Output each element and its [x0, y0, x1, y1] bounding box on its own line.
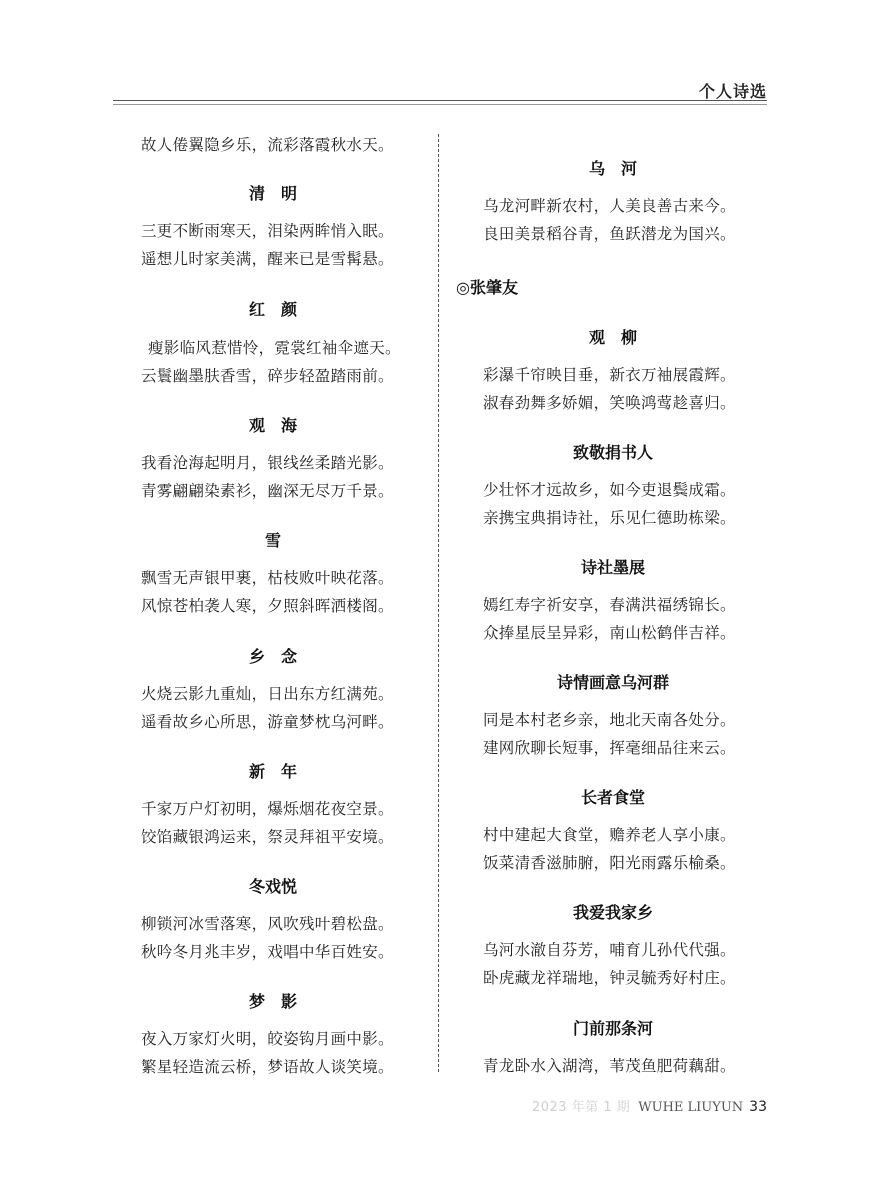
poem-line: 故人倦翼隐乡乐，流彩落霞秋水天。 [141, 136, 394, 154]
poem-line: 乌龙河畔新农村，人美良善古来今。 [483, 197, 736, 215]
poem-title: 诗社墨展 [580, 558, 645, 577]
poem-line: 建网欣聊长短事，挥毫细品往来云。 [483, 739, 736, 757]
poem-title: 诗情画意乌河群 [556, 673, 669, 692]
poem-line: 良田美景稻谷青，鱼跃潜龙为国兴。 [483, 225, 736, 243]
column-divider [438, 134, 439, 1072]
poem-line: 夜入万家灯火明，皎姿钩月画中影。 [141, 1030, 394, 1048]
poem-line: 同是本村老乡亲，地北天南各处分。 [483, 711, 736, 729]
issue-label: 2023 年第 1 期 [531, 1100, 631, 1115]
poem-title: 乌 河 [588, 159, 637, 178]
poem-line: 青龙卧水入湖湾，苇茂鱼肥荷藕甜。 [483, 1057, 736, 1075]
poem-title: 长者食堂 [580, 788, 645, 807]
poem-line: 青雾翩翩染素衫，幽深无尽万千景。 [141, 482, 394, 500]
poem-line: 我看沧海起明月，银线丝柔踏光影。 [141, 454, 394, 472]
poem-line: 嫣红寿字祈安享，春满洪福绣锦长。 [483, 596, 736, 614]
poem-line: 三更不断雨寒天，泪染两眸悄入眠。 [141, 222, 394, 240]
poem-line: 乌河水澈自芬芳，哺育儿孙代代强。 [483, 941, 736, 959]
poem-line: 饺馅藏银鸿运来，祭灵拜祖平安境。 [141, 828, 394, 846]
section-title: 个人诗选 [698, 82, 767, 101]
poem-title: 乡 念 [248, 647, 297, 666]
poem-line: 淑春劲舞多娇媚，笑唤鸿莺趁喜归。 [483, 394, 736, 412]
author-name: ◎张肇友 [456, 278, 518, 297]
poem-title: 我爱我家乡 [572, 903, 653, 922]
poem-line: 云鬟幽墨肤香雪，碎步轻盈踏雨前。 [141, 367, 394, 385]
poem-line: 彩瀑千帘映目垂，新衣万袖展霞辉。 [483, 366, 736, 384]
poem-title: 冬戏悦 [248, 877, 297, 896]
poem-line: 少壮怀才远故乡，如今吏退鬓成霜。 [483, 481, 736, 499]
poem-line: 千家万户灯初明，爆烁烟花夜空景。 [141, 800, 394, 818]
poem-line: 火烧云影九重灿，日出东方红满苑。 [141, 685, 394, 703]
poem-line: 饭菜清香滋肺腑，阳光雨露乐榆桑。 [483, 854, 736, 872]
poem-title: 梦 影 [248, 992, 297, 1011]
poem-title: 门前那条河 [572, 1019, 653, 1038]
page-number: 33 [749, 1099, 767, 1115]
poem-title: 红 颜 [248, 300, 297, 319]
poem-line: 繁星轻造流云桥，梦语故人谈笑境。 [141, 1058, 394, 1076]
poem-line: 遥想儿时家美满，醒来已是雪髯悬。 [141, 250, 394, 268]
poem-title: 观 柳 [588, 328, 637, 347]
page-footer [532, 1096, 767, 1115]
poem-line: 风惊苍柏袭人寒，夕照斜晖洒楼阁。 [141, 597, 394, 615]
poem-line: 飘雪无声银甲裹，枯枝败叶映花落。 [141, 569, 394, 587]
poem-line: 众捧星辰呈异彩，南山松鹤伴吉祥。 [483, 624, 736, 642]
poem-line: 柳锁河冰雪落寒，风吹残叶碧松盘。 [141, 915, 394, 933]
magazine-name: WUHE LIUYUN [638, 1100, 744, 1115]
poem-title: 新 年 [248, 762, 297, 781]
poem-title: 清 明 [248, 184, 297, 203]
poem-title: 雪 [264, 531, 281, 550]
poem-title: 观 海 [248, 416, 297, 435]
poem-line: 卧虎藏龙祥瑞地，钟灵毓秀好村庄。 [483, 969, 736, 987]
poem-title: 致敬捐书人 [572, 443, 653, 462]
header-rule [113, 100, 767, 105]
poem-line: 遥看故乡心所思，游童梦枕乌河畔。 [141, 713, 394, 731]
poem-line: 村中建起大食堂，赡养老人享小康。 [483, 826, 736, 844]
poem-line: 亲携宝典捐诗社，乐见仁德助栋梁。 [483, 509, 736, 527]
poem-line: 瘦影临风惹惜怜，霓裳红袖伞遮天。 [148, 339, 401, 357]
poem-line: 秋吟冬月兆丰岁，戏唱中华百姓安。 [141, 943, 394, 961]
